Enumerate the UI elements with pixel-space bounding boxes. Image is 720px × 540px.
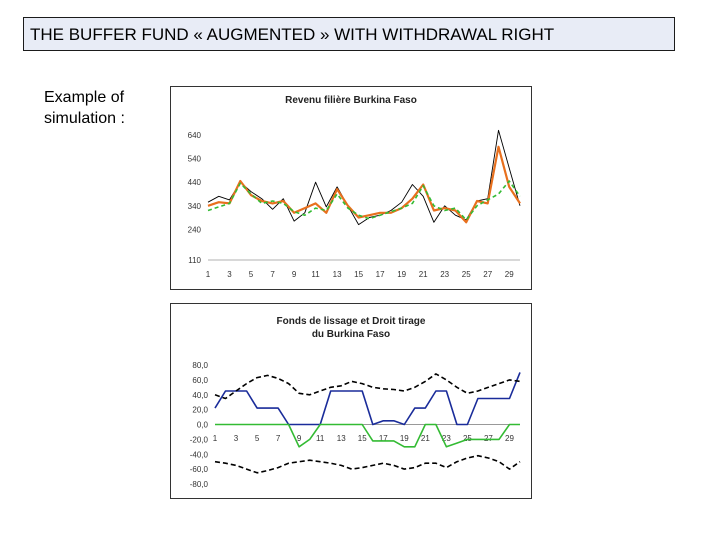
x-tick-label: 15 <box>357 434 367 443</box>
x-tick-label: 5 <box>248 270 254 279</box>
slide-title: THE BUFFER FUND « AUGMENTED » WITH WITHDRAWAL RIGHT <box>23 17 675 51</box>
y-tick-label: 110 <box>188 256 201 265</box>
x-tick-label: 19 <box>397 270 407 279</box>
x-tick-label: 13 <box>336 434 346 443</box>
x-tick-label: 11 <box>311 270 320 279</box>
y-tick-label: 540 <box>187 154 201 164</box>
y-tick-label: 80,0 <box>192 361 208 370</box>
x-tick-label: 25 <box>461 270 471 279</box>
x-tick-label: 19 <box>399 434 409 443</box>
x-tick-label: 17 <box>378 434 388 443</box>
revenue-chart <box>170 86 532 290</box>
x-tick-label: 3 <box>233 434 239 443</box>
x-tick-label: 13 <box>332 270 342 279</box>
fund-chart <box>170 303 532 499</box>
y-tick-label: 340 <box>187 201 201 211</box>
x-tick-label: 7 <box>275 434 281 443</box>
x-tick-label: 21 <box>418 270 428 279</box>
x-tick-label: 9 <box>296 434 302 443</box>
y-tick-label: 0,0 <box>196 420 208 430</box>
x-tick-label: 27 <box>483 434 493 443</box>
simulation-caption <box>44 87 125 129</box>
y-tick-label: -60,0 <box>189 465 208 475</box>
x-tick-label: 3 <box>227 270 232 279</box>
x-tick-label: 1 <box>212 434 218 443</box>
y-tick-label: 640 <box>187 131 201 140</box>
y-tick-label: 60,0 <box>192 375 208 385</box>
chart-title: Fonds de lissage et Droit tirage <box>276 316 426 327</box>
x-tick-label: 21 <box>420 434 430 443</box>
x-tick-label: 15 <box>354 270 364 279</box>
y-tick-label: 440 <box>187 178 201 188</box>
y-tick-label: -20,0 <box>189 435 208 445</box>
y-tick-label: -80,0 <box>189 480 208 489</box>
caption-line-1: Example of <box>44 89 125 106</box>
chart-title: Revenu filière Burkina Faso <box>285 95 417 106</box>
x-tick-label: 9 <box>291 270 297 279</box>
x-tick-label: 17 <box>375 270 385 279</box>
chart-frame <box>171 87 532 290</box>
x-tick-label: 25 <box>462 434 472 443</box>
x-tick-label: 11 <box>316 434 325 443</box>
y-tick-label: 20,0 <box>192 405 208 415</box>
y-tick-label: 240 <box>187 225 201 235</box>
x-tick-label: 7 <box>270 270 275 279</box>
y-tick-label: 40,0 <box>192 390 208 400</box>
x-tick-label: 29 <box>505 434 514 443</box>
y-tick-label: -40,0 <box>189 450 208 460</box>
x-tick-label: 29 <box>504 270 514 279</box>
x-tick-label: 23 <box>440 270 450 279</box>
x-tick-label: 1 <box>205 270 211 279</box>
x-tick-label: 27 <box>483 270 493 279</box>
chart-title-line-2: du Burkina Faso <box>311 329 391 340</box>
caption-line-2: simulation : <box>44 110 125 127</box>
x-tick-label: 5 <box>254 434 260 443</box>
x-tick-label: 23 <box>441 434 451 443</box>
